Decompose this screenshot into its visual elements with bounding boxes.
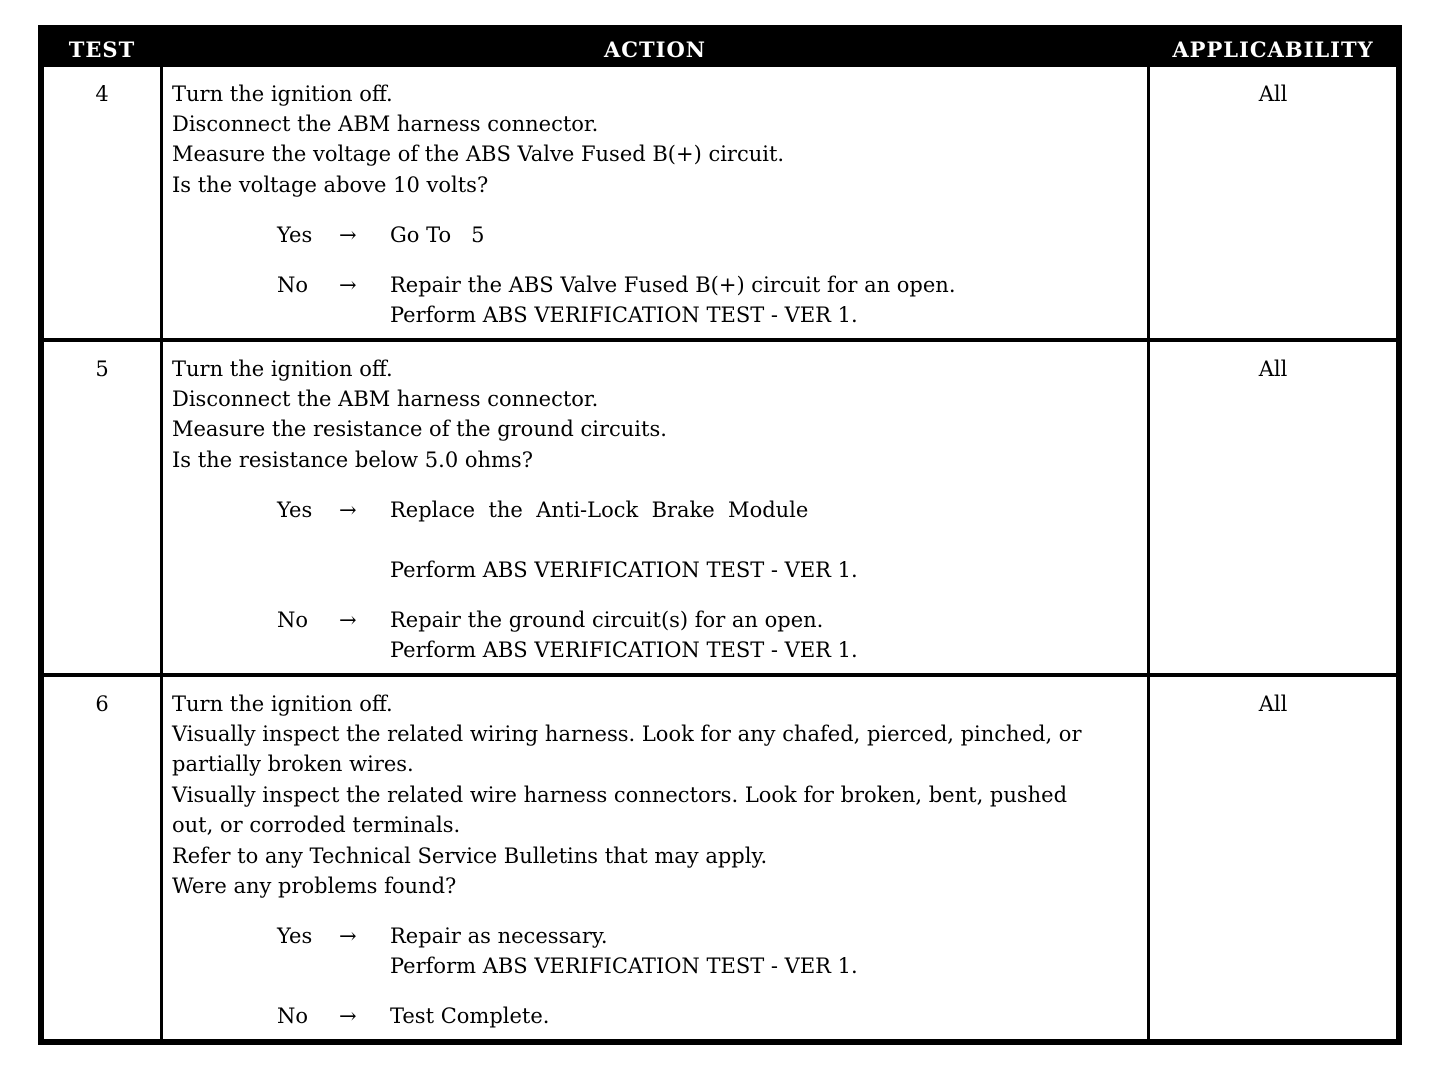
- action-line: Is the resistance below 5.0 ohms?: [172, 448, 533, 472]
- yes-label: Yes: [277, 498, 313, 522]
- no-outcome: Test Complete.: [390, 1004, 550, 1028]
- yes-outcome: Go To 5: [390, 223, 485, 247]
- no-outcome: Perform ABS VERIFICATION TEST - VER 1.: [390, 303, 858, 327]
- yes-outcome: Perform ABS VERIFICATION TEST - VER 1.: [390, 954, 858, 978]
- yes-label: Yes: [277, 924, 313, 948]
- applicability-cell: [1150, 342, 1396, 673]
- action-line: Refer to any Technical Service Bulletins that may apply.: [172, 844, 768, 868]
- header-applicability: APPLICABILITY: [1172, 37, 1374, 62]
- no-outcome: Perform ABS VERIFICATION TEST - VER 1.: [390, 638, 858, 662]
- right-arrow-icon: →: [339, 223, 357, 247]
- applicability-value: All: [1258, 692, 1288, 716]
- action-line: Turn the ignition off.: [172, 692, 393, 716]
- action-line: Visually inspect the related wire harness connectors. Look for broken, bent, pushed: [172, 783, 1068, 807]
- no-outcome: Repair the ground circuit(s) for an open.: [390, 608, 824, 632]
- table-row-test-4: [44, 67, 1396, 338]
- applicability-cell: [1150, 67, 1396, 338]
- no-label: No: [277, 608, 309, 632]
- yes-label: Yes: [277, 223, 313, 247]
- test-number-cell: [44, 677, 160, 1039]
- test-number: 4: [95, 82, 109, 106]
- header-test: TEST: [68, 37, 136, 62]
- right-arrow-icon: →: [339, 273, 357, 297]
- no-label: No: [277, 1004, 309, 1028]
- action-line: partially broken wires.: [172, 752, 414, 776]
- test-number: 5: [95, 357, 109, 381]
- action-cell: [163, 677, 1147, 1039]
- applicability-value: All: [1258, 82, 1288, 106]
- action-cell: [163, 342, 1147, 673]
- yes-outcome: Repair as necessary.: [390, 924, 608, 948]
- right-arrow-icon: →: [339, 498, 357, 522]
- applicability-value: All: [1258, 357, 1288, 381]
- right-arrow-icon: →: [339, 608, 357, 632]
- test-number-cell: [44, 67, 160, 338]
- action-line: Disconnect the ABM harness connector.: [172, 112, 599, 136]
- action-line: Is the voltage above 10 volts?: [172, 173, 489, 197]
- right-arrow-icon: →: [339, 1004, 357, 1028]
- right-arrow-icon: →: [339, 924, 357, 948]
- action-line: Visually inspect the related wiring harness. Look for any chafed, pierced, pinched, or: [172, 722, 1082, 746]
- test-number-cell: [44, 342, 160, 673]
- diagnostic-test-table: [38, 25, 1402, 1045]
- action-line: Measure the resistance of the ground circuits.: [172, 417, 667, 441]
- action-cell: [163, 67, 1147, 338]
- action-line: Measure the voltage of the ABS Valve Fused B(+) circuit.: [172, 142, 785, 166]
- action-line: Turn the ignition off.: [172, 357, 393, 381]
- yes-outcome: Perform ABS VERIFICATION TEST - VER 1.: [390, 558, 858, 582]
- no-outcome: Repair the ABS Valve Fused B(+) circuit for an open.: [390, 273, 956, 297]
- test-number: 6: [95, 692, 109, 716]
- header-action: ACTION: [604, 37, 706, 62]
- table-header: [44, 31, 1396, 67]
- action-line: Disconnect the ABM harness connector.: [172, 387, 599, 411]
- action-line: Turn the ignition off.: [172, 82, 393, 106]
- no-label: No: [277, 273, 309, 297]
- yes-outcome: Replace the Anti-Lock Brake Module: [390, 498, 809, 522]
- table-row-test-6: [44, 677, 1396, 1039]
- action-line: Were any problems found?: [172, 874, 457, 898]
- applicability-cell: [1150, 677, 1396, 1039]
- table-row-test-5: [44, 342, 1396, 673]
- action-line: out, or corroded terminals.: [172, 813, 461, 837]
